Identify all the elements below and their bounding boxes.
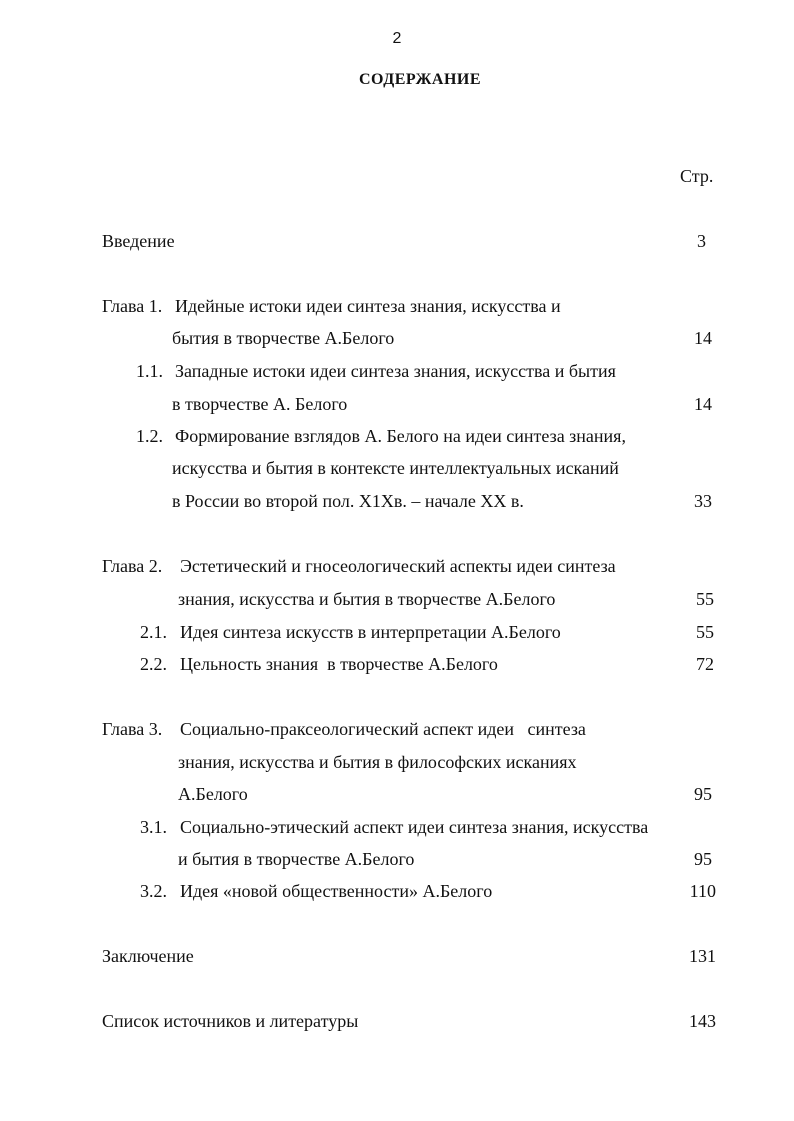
toc-section-1-1-title: Западные истоки идеи синтеза знания, искусства и бытия	[175, 361, 616, 381]
toc-chapter3-title: Социально-праксеологический аспект идеи синтеза	[180, 719, 586, 739]
toc-chapter2-title: Эстетический и гносеологический аспекты идеи синтеза	[180, 556, 616, 576]
toc-entry-intro: Введение	[102, 231, 175, 251]
toc-page-3-1: 95	[694, 849, 712, 869]
toc-section-2-1-title: Идея синтеза искусств в интерпретации А.Белого	[180, 622, 561, 642]
page-title: СОДЕРЖАНИЕ	[358, 71, 482, 88]
toc-section-1-2-title: Формирование взглядов А. Белого на идеи синтеза знания,	[175, 426, 626, 446]
toc-entry-sources: Список источников и литературы	[102, 1011, 359, 1031]
toc-page-sources: 143	[689, 1011, 716, 1031]
toc-page-1-2: 33	[694, 491, 712, 511]
toc-section-3-2-title: Идея «новой общественности» А.Белого	[180, 881, 493, 901]
toc-page-chapter2: 55	[696, 589, 714, 609]
toc-section-2-2-number: 2.2.	[140, 654, 167, 674]
toc-chapter2-number: Глава 2.	[102, 556, 163, 576]
toc-page-1-1: 14	[694, 394, 712, 414]
toc-section-1-2-title-cont: искусства и бытия в контексте интеллектуальных исканий	[172, 458, 619, 478]
toc-chapter2-title-cont: знания, искусства и бытия в творчестве А.Белого	[178, 589, 556, 609]
toc-page-3-2: 110	[689, 881, 716, 901]
toc-chapter3-title-cont2: А.Белого	[178, 784, 248, 804]
toc-chapter1-title-cont: бытия в творчестве А.Белого	[172, 328, 395, 348]
toc-section-1-1-title-cont: в творчестве А. Белого	[172, 394, 348, 414]
page-number: 2	[392, 30, 402, 47]
toc-chapter3-title-cont: знания, искусства и бытия в философских исканиях	[178, 752, 577, 772]
toc-page-intro: 3	[697, 231, 706, 251]
toc-page-chapter3: 95	[694, 784, 712, 804]
toc-section-3-1-title-cont: и бытия в творчестве А.Белого	[178, 849, 415, 869]
toc-section-2-2-title: Цельность знания в творчестве А.Белого	[180, 654, 498, 674]
toc-section-3-1-title: Социально-этический аспект идеи синтеза знания, искусства	[180, 817, 649, 837]
toc-section-1-2-title-cont2: в России во второй пол. Х1Хв. – начале ХХ в.	[172, 491, 524, 511]
page-column-header: Стр.	[680, 166, 714, 186]
toc-page-2-2: 72	[696, 654, 714, 674]
toc-section-3-1-number: 3.1.	[140, 817, 167, 837]
toc-entry-conclusion: Заключение	[102, 946, 194, 966]
toc-section-1-1-number: 1.1.	[136, 361, 163, 381]
toc-page-chapter1: 14	[694, 328, 712, 348]
toc-section-2-1-number: 2.1.	[140, 622, 167, 642]
toc-chapter1-title: Идейные истоки идеи синтеза знания, искусства и	[175, 296, 561, 316]
toc-chapter1-number: Глава 1.	[102, 296, 163, 316]
toc-section-3-2-number: 3.2.	[140, 881, 167, 901]
toc-section-1-2-number: 1.2.	[136, 426, 163, 446]
toc-page-2-1: 55	[696, 622, 714, 642]
toc-page-conclusion: 131	[689, 946, 716, 966]
toc-chapter3-number: Глава 3.	[102, 719, 163, 739]
